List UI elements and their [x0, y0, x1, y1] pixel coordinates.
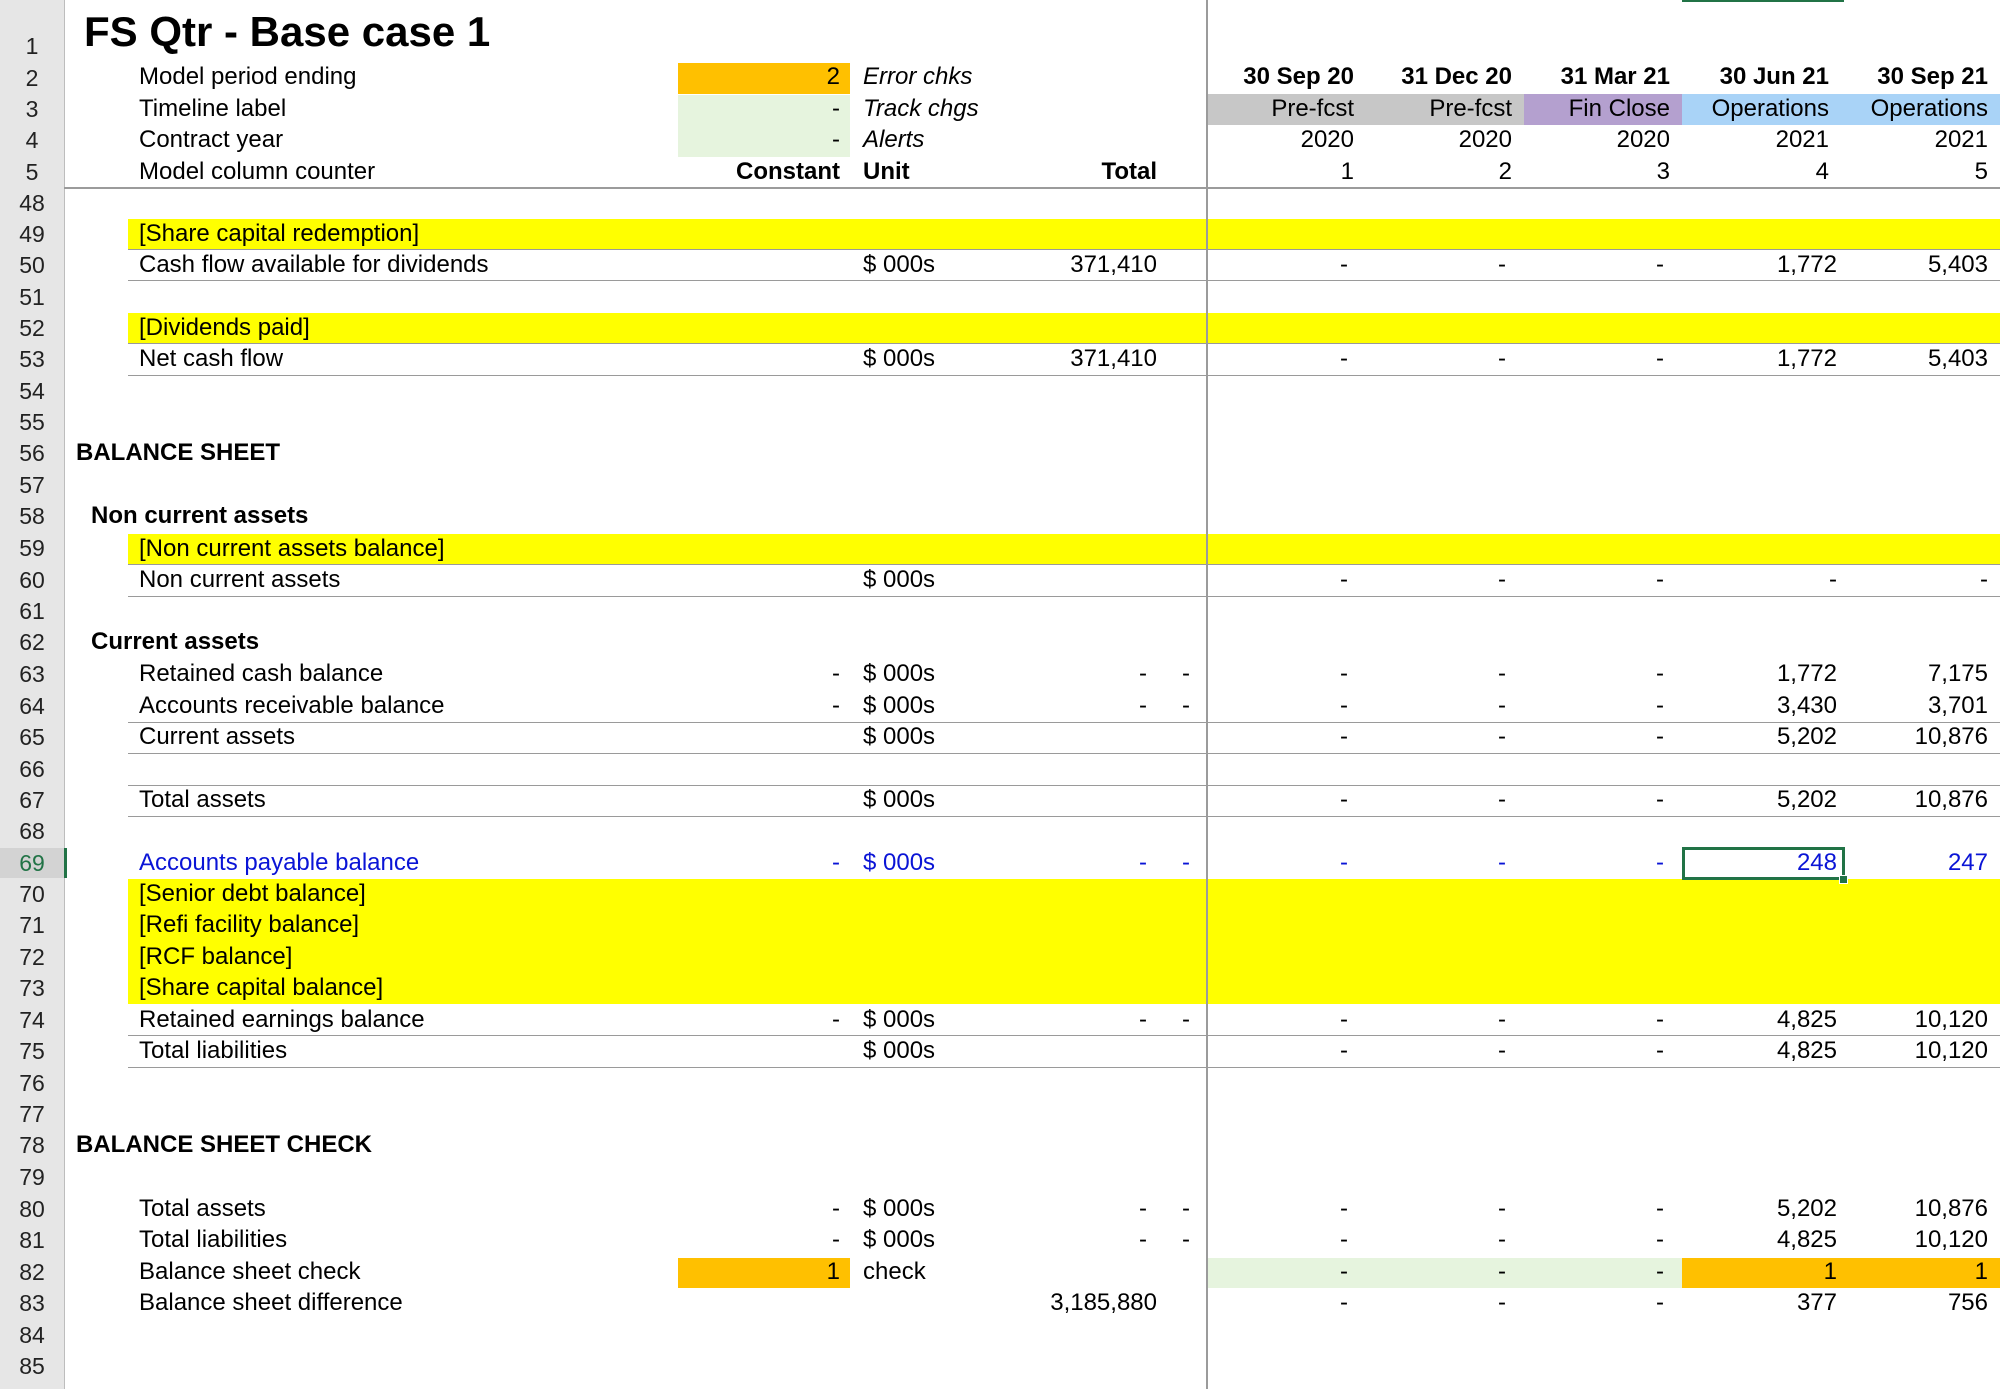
period-value-cell[interactable]: - [1340, 1037, 1348, 1064]
row-label[interactable]: Retained earnings balance [139, 1006, 425, 1033]
period-value-cell[interactable]: - [1340, 1006, 1348, 1033]
total-cell-a[interactable]: - [1139, 692, 1147, 719]
period-value-cell[interactable]: 10,876 [1914, 723, 1988, 750]
row-number[interactable]: 76 [19, 1070, 45, 1096]
period-year[interactable]: 2020 [1616, 126, 1670, 153]
period-value-cell[interactable]: 10,120 [1914, 1006, 1988, 1033]
row-number[interactable]: 68 [19, 818, 45, 844]
row-label[interactable]: Net cash flow [139, 345, 284, 372]
period-value-cell[interactable]: - [1829, 566, 1837, 593]
row-number[interactable]: 4 [25, 127, 39, 153]
period-value-cell[interactable]: - [1340, 849, 1348, 876]
row-label[interactable]: Cash flow available for dividends [139, 251, 489, 278]
constant-cell[interactable]: - [832, 660, 840, 687]
contract-year-value[interactable]: - [832, 126, 840, 153]
row-number[interactable]: 57 [19, 472, 45, 498]
period-value-cell[interactable]: 3,701 [1927, 692, 1988, 719]
sheet-title: FS Qtr - Base case 1 [84, 8, 491, 55]
row-number[interactable]: 65 [19, 724, 45, 750]
border-line [128, 280, 2000, 281]
period-counter[interactable]: 5 [1974, 158, 1988, 185]
row-number[interactable]: 51 [19, 284, 45, 310]
period-value-cell[interactable]: - [1656, 1195, 1664, 1222]
period-value-cell[interactable]: - [1498, 345, 1506, 372]
constant-cell[interactable]: - [832, 1226, 840, 1253]
period-value-cell[interactable]: 3,430 [1776, 692, 1837, 719]
unit-header: Unit [863, 158, 910, 185]
row-number[interactable]: 53 [19, 346, 45, 372]
total-cell[interactable]: 371,410 [1070, 345, 1157, 372]
period-value-cell[interactable]: 756 [1947, 1289, 1988, 1316]
period-value-cell[interactable]: - [1340, 345, 1348, 372]
freeze-pane-horizontal [64, 187, 2000, 189]
period-value-cell[interactable]: - [1656, 660, 1664, 687]
row-number[interactable]: 58 [19, 503, 45, 529]
dividends-paid-header: [Dividends paid] [139, 314, 310, 341]
period-value-cell[interactable]: - [1656, 849, 1664, 876]
constant-cell[interactable]: - [832, 849, 840, 876]
row-number[interactable]: 75 [19, 1038, 45, 1064]
period-value-cell[interactable]: - [1656, 566, 1664, 593]
period-value-cell[interactable]: - [1498, 692, 1506, 719]
period-value-cell[interactable]: - [1656, 1289, 1664, 1316]
period-value-cell[interactable]: 1,772 [1776, 660, 1837, 687]
row-number[interactable]: 48 [19, 190, 45, 216]
period-counter[interactable]: 4 [1815, 158, 1829, 185]
period-value-cell[interactable]: 10,120 [1914, 1037, 1988, 1064]
total-cell-a[interactable]: - [1139, 660, 1147, 687]
total-cell-b[interactable]: - [1182, 1006, 1190, 1033]
total-cell-a[interactable]: - [1139, 1226, 1147, 1253]
constant-header: Constant [736, 158, 840, 185]
border-line [128, 753, 2000, 754]
row-label[interactable]: Retained cash balance [139, 660, 384, 687]
unit-cell[interactable]: $ 000s [863, 786, 936, 813]
refi-header: [Refi facility balance] [139, 911, 360, 938]
total-header: Total [1101, 158, 1157, 185]
period-date[interactable]: 31 Mar 21 [1560, 63, 1670, 90]
row-number[interactable]: 72 [19, 944, 45, 970]
row-number[interactable]: 73 [19, 975, 45, 1001]
unit-cell[interactable]: $ 000s [863, 566, 936, 593]
period-value-cell[interactable]: - [1340, 1226, 1348, 1253]
period-value-cell[interactable]: - [1656, 723, 1664, 750]
period-value-cell[interactable]: - [1498, 1258, 1506, 1285]
contract-year-label: Contract year [139, 126, 284, 153]
unit-cell[interactable]: $ 000s [863, 1226, 936, 1253]
period-value-cell[interactable]: - [1340, 692, 1348, 719]
period-value-cell[interactable]: - [1498, 1006, 1506, 1033]
nca-heading: Non current assets [91, 502, 309, 529]
border-line [128, 596, 2000, 597]
period-value-cell[interactable]: 1 [1974, 1258, 1988, 1285]
period-value-cell[interactable]: - [1340, 786, 1348, 813]
share-cap-redemption-header: [Share capital redemption] [139, 220, 420, 247]
period-year[interactable]: 2021 [1775, 126, 1829, 153]
constant-cell[interactable]: - [832, 1006, 840, 1033]
row-number[interactable]: 67 [19, 787, 45, 813]
period-value-cell[interactable]: - [1656, 692, 1664, 719]
period-value-cell[interactable]: - [1340, 566, 1348, 593]
period-value-cell[interactable]: 5,202 [1776, 723, 1837, 750]
row-number[interactable]: 54 [19, 378, 45, 404]
row-number[interactable]: 1 [25, 33, 39, 59]
row-number[interactable]: 74 [19, 1007, 45, 1033]
row-number[interactable]: 70 [19, 881, 45, 907]
active-column-indicator [1682, 0, 1844, 2]
row-label[interactable]: Accounts payable balance [139, 849, 420, 876]
row-number[interactable]: 81 [19, 1227, 45, 1253]
unit-cell[interactable]: $ 000s [863, 345, 936, 372]
total-cell-a[interactable]: - [1139, 1195, 1147, 1222]
balance-sheet-heading: BALANCE SHEET [76, 439, 281, 466]
row-label[interactable]: Accounts receivable balance [139, 692, 445, 719]
period-value-cell[interactable]: - [1498, 1037, 1506, 1064]
unit-cell[interactable]: $ 000s [863, 1006, 936, 1033]
period-value-cell[interactable]: 247 [1947, 849, 1988, 876]
period-value-cell[interactable]: 1,772 [1776, 251, 1837, 278]
period-value-cell[interactable]: 4,825 [1776, 1006, 1837, 1033]
period-value-cell[interactable]: - [1498, 566, 1506, 593]
row-number[interactable]: 62 [19, 629, 45, 655]
track-chgs-label: Track chgs [863, 95, 979, 122]
row-number[interactable]: 64 [19, 693, 45, 719]
timeline-value[interactable]: - [832, 95, 840, 122]
unit-cell[interactable]: $ 000s [863, 660, 936, 687]
period-year[interactable]: 2020 [1300, 126, 1354, 153]
dividends-paid-fill [128, 313, 2000, 343]
period-value-cell[interactable]: 4,825 [1776, 1226, 1837, 1253]
row-label[interactable]: Total liabilities [139, 1226, 288, 1253]
period-value-cell[interactable]: 5,202 [1776, 1195, 1837, 1222]
period-value-cell[interactable]: - [1498, 849, 1506, 876]
period-value-cell[interactable]: - [1656, 1258, 1664, 1285]
row-number[interactable]: 77 [19, 1101, 45, 1127]
unit-cell[interactable]: $ 000s [863, 692, 936, 719]
period-phase[interactable]: Operations [1711, 95, 1829, 122]
period-value-cell[interactable]: - [1498, 1289, 1506, 1316]
constant-cell[interactable]: 1 [826, 1258, 840, 1285]
period-value-cell[interactable]: - [1498, 1226, 1506, 1253]
period-counter[interactable]: 3 [1656, 158, 1670, 185]
period-value-cell[interactable]: - [1340, 1195, 1348, 1222]
period-value-cell[interactable]: - [1340, 660, 1348, 687]
row-number[interactable]: 59 [19, 535, 45, 561]
total-cell-b[interactable]: - [1182, 1226, 1190, 1253]
period-phase[interactable]: Operations [1870, 95, 1988, 122]
unit-cell[interactable]: check [863, 1258, 926, 1285]
period-value-cell[interactable]: 1 [1823, 1258, 1837, 1285]
period-value-cell[interactable]: - [1498, 723, 1506, 750]
period-value-cell[interactable]: - [1498, 1195, 1506, 1222]
period-value-cell[interactable]: 10,120 [1914, 1226, 1988, 1253]
period-value-cell[interactable]: - [1340, 723, 1348, 750]
period-value-cell[interactable]: 5,202 [1776, 786, 1837, 813]
row-label[interactable]: Balance sheet difference [139, 1289, 403, 1316]
rcf-header: [RCF balance] [139, 943, 293, 970]
row-number[interactable]: 66 [19, 756, 45, 782]
constant-cell[interactable]: - [832, 1195, 840, 1222]
total-cell-b[interactable]: - [1182, 660, 1190, 687]
row-label[interactable]: Balance sheet check [139, 1258, 361, 1285]
row-number[interactable]: 55 [19, 409, 45, 435]
total-cell-a[interactable]: - [1139, 849, 1147, 876]
model-period-label: Model period ending [139, 63, 357, 90]
period-value-cell[interactable]: - [1656, 786, 1664, 813]
row-number[interactable]: 83 [19, 1290, 45, 1316]
row-number[interactable]: 2 [25, 65, 39, 91]
total-cell-b[interactable]: - [1182, 849, 1190, 876]
period-phase[interactable]: Fin Close [1568, 95, 1670, 122]
unit-cell[interactable]: $ 000s [863, 723, 936, 750]
constant-cell[interactable]: - [832, 692, 840, 719]
period-year[interactable]: 2021 [1934, 126, 1988, 153]
debt-balances-fill [128, 879, 2000, 1004]
senior-debt-header: [Senior debt balance] [139, 880, 366, 907]
alerts-label: Alerts [863, 126, 925, 153]
border-line [128, 375, 2000, 376]
row-number[interactable]: 60 [19, 567, 45, 593]
period-counter[interactable]: 1 [1340, 158, 1354, 185]
bs-check-heading: BALANCE SHEET CHECK [76, 1131, 373, 1158]
period-value-cell[interactable]: - [1656, 1006, 1664, 1033]
row-number[interactable]: 69 [0, 848, 67, 878]
unit-cell[interactable]: $ 000s [863, 849, 936, 876]
period-value-cell[interactable]: - [1498, 786, 1506, 813]
period-phase[interactable]: Pre-fcst [1429, 95, 1512, 122]
row-number[interactable]: 82 [19, 1259, 45, 1285]
row-number[interactable]: 78 [19, 1132, 45, 1158]
period-value-cell[interactable]: 1,772 [1776, 345, 1837, 372]
period-year[interactable]: 2020 [1458, 126, 1512, 153]
row-number[interactable]: 63 [19, 661, 45, 687]
row-label[interactable]: Current assets [139, 723, 296, 750]
period-value-cell[interactable]: - [1340, 251, 1348, 278]
row-number[interactable]: 3 [25, 96, 39, 122]
row-number[interactable]: 52 [19, 315, 45, 341]
row-number[interactable]: 61 [19, 598, 45, 624]
row-number[interactable]: 79 [19, 1164, 45, 1190]
period-value-cell[interactable]: - [1656, 1226, 1664, 1253]
period-value-cell[interactable]: - [1340, 1258, 1348, 1285]
period-value-cell[interactable]: 5,403 [1927, 251, 1988, 278]
row-label[interactable]: Total assets [139, 786, 266, 813]
period-value-cell[interactable]: - [1656, 251, 1664, 278]
period-value-cell[interactable]: - [1498, 660, 1506, 687]
timeline-label: Timeline label [139, 95, 287, 122]
row-number[interactable]: 80 [19, 1196, 45, 1222]
nca-balance-header: [Non current assets balance] [139, 535, 445, 562]
column-counter-label: Model column counter [139, 158, 376, 185]
period-date[interactable]: 30 Sep 21 [1877, 63, 1988, 90]
period-value-cell[interactable]: 7,175 [1927, 660, 1988, 687]
row-number[interactable]: 49 [19, 221, 45, 247]
period-date[interactable]: 30 Sep 20 [1243, 63, 1354, 90]
row-number[interactable]: 50 [19, 252, 45, 278]
row-label[interactable]: Total liabilities [139, 1037, 288, 1064]
unit-cell[interactable]: $ 000s [863, 1037, 936, 1064]
period-value-cell[interactable]: 248 [1796, 849, 1837, 876]
period-value-cell[interactable]: - [1656, 1037, 1664, 1064]
period-value-cell[interactable]: - [1340, 1289, 1348, 1316]
row-number[interactable]: 56 [19, 440, 45, 466]
model-period-input[interactable]: 2 [826, 63, 840, 90]
total-cell[interactable]: 3,185,880 [1050, 1289, 1157, 1316]
period-value-cell[interactable]: 10,876 [1914, 1195, 1988, 1222]
period-value-cell[interactable]: 5,403 [1927, 345, 1988, 372]
border-line [128, 1067, 2000, 1068]
total-cell-b[interactable]: - [1182, 692, 1190, 719]
period-value-cell[interactable]: 10,876 [1914, 786, 1988, 813]
unit-cell[interactable]: $ 000s [863, 251, 936, 278]
unit-cell[interactable]: $ 000s [863, 1195, 936, 1222]
period-value-cell[interactable]: - [1498, 251, 1506, 278]
row-label[interactable]: Total assets [139, 1195, 266, 1222]
share-cap-balance-header: [Share capital balance] [139, 974, 384, 1001]
period-date[interactable]: 30 Jun 21 [1719, 63, 1829, 90]
ca-heading: Current assets [91, 628, 260, 655]
row-number[interactable]: 84 [19, 1322, 45, 1348]
period-counter[interactable]: 2 [1498, 158, 1512, 185]
row-number[interactable]: 5 [25, 159, 39, 185]
period-value-cell[interactable]: 377 [1796, 1289, 1837, 1316]
period-value-cell[interactable]: - [1980, 566, 1988, 593]
period-date[interactable]: 31 Dec 20 [1401, 63, 1512, 90]
total-cell-b[interactable]: - [1182, 1195, 1190, 1222]
period-value-cell[interactable]: - [1656, 345, 1664, 372]
total-cell-a[interactable]: - [1139, 1006, 1147, 1033]
row-number[interactable]: 71 [19, 912, 45, 938]
period-value-cell[interactable]: 4,825 [1776, 1037, 1837, 1064]
row-label[interactable]: Non current assets [139, 566, 341, 593]
period-phase[interactable]: Pre-fcst [1271, 95, 1354, 122]
error-chks-label: Error chks [863, 63, 973, 90]
total-cell[interactable]: 371,410 [1070, 251, 1157, 278]
row-number[interactable]: 85 [19, 1353, 45, 1379]
border-line [128, 816, 2000, 817]
